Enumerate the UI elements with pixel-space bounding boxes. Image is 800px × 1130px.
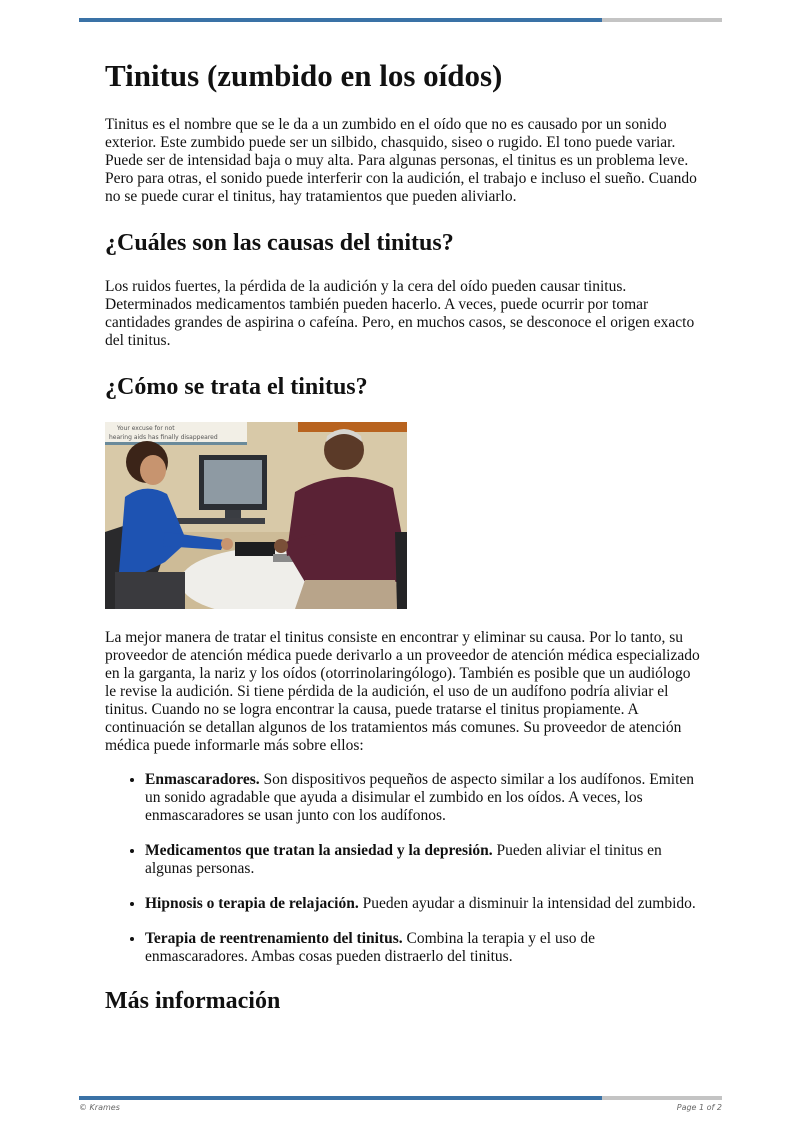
bottom-rule-blue — [79, 1096, 602, 1100]
list-item-term: Enmascaradores. — [145, 771, 260, 788]
document-body — [105, 56, 700, 1036]
list-item — [145, 930, 700, 966]
bottom-rule — [79, 1096, 722, 1100]
list-item — [145, 771, 700, 825]
list-item-desc: Pueden aliviar el tinitus en algunas personas. — [145, 842, 662, 877]
svg-text:hearing aids has finally disap: hearing aids has finally disappeared — [109, 434, 218, 441]
bottom-rule-gray — [602, 1096, 722, 1100]
causes-heading: ¿Cuáles son las causas del tinitus? — [105, 230, 454, 256]
list-item-desc: Combina la terapia y el uso de enmascaradores. Ambas cosas pueden distraerlo del tinitus. — [145, 930, 596, 965]
more-info-heading: Más información — [105, 988, 281, 1014]
list-item-desc: Son dispositivos pequeños de aspecto similar a los audífonos. Emiten un sonido agradable que ayuda a disimular el zumbido en los oídos. A veces, los enmascaradores se usan junto con los audífonos. — [145, 771, 695, 824]
top-rule-blue — [79, 18, 602, 22]
list-item-term: Medicamentos que tratan la ansiedad y la depresión. — [145, 842, 493, 859]
list-item-desc: Pueden ayudar a disminuir la intensidad del zumbido. — [358, 895, 696, 912]
consultation-photo — [105, 422, 407, 609]
footer-page-number: Page 1 of 2 — [676, 1103, 722, 1112]
treatment-heading: ¿Cómo se trata el tinitus? — [105, 374, 368, 400]
list-item-term: Terapia de reentrenamiento del tinitus. — [145, 930, 403, 947]
top-rule-gray — [602, 18, 722, 22]
list-item — [145, 842, 700, 878]
photo-sign-text: Your excuse for not — [117, 425, 175, 432]
treatment-paragraph: La mejor manera de tratar el tinitus consiste en encontrar y eliminar su causa. Por lo tanto, su proveedor de atención médica puede derivarlo a un proveedor de atención médica especializado en la garganta, la nariz y los oídos (otorrinolaringólogo). También es posible que un audiólogo le revise la audición. Si tiene pérdida de la audición, el uso de un audífono podría aliviar el tinitus. Cuando no se logra encontrar la causa, puede tratarse el tinitus propiamente. A continuación se detallan algunos de los tratamientos más comunes. Su proveedor de atención médica puede informarle más sobre ellos: — [105, 629, 700, 754]
treatment-list — [105, 771, 700, 966]
causes-paragraph: Los ruidos fuertes, la pérdida de la audición y la cera del oído pueden causar tinitus. Determinados medicamentos también pueden hacerlo. A veces, puede ocurrir por tomar cantidades grandes de aspirina o cafeína. Pero, en muchos casos, se desconoce el origen exacto del tinitus. — [105, 278, 695, 349]
top-rule — [79, 18, 722, 22]
page-title: Tinitus (zumbido en los oídos) — [105, 58, 503, 93]
list-item-term: Hipnosis o terapia de relajación. — [145, 895, 359, 912]
intro-paragraph: Tinitus es el nombre que se le da a un zumbido en el oído que no es causado por un sonido exterior. Este zumbido puede ser un silbido, chasquido, siseo o rugido. El tono puede variar. Puede ser de intensidad baja o muy alta. Para algunas personas, el tinitus es un problema leve. Pero para otras, el sonido puede interferir con la audición, el trabajo e incluso el sueño. Cuando no se puede curar el tinitus, hay tratamientos que pueden aliviarlo. — [105, 116, 697, 205]
footer-copyright: © Krames — [79, 1103, 120, 1112]
list-item — [145, 895, 700, 913]
